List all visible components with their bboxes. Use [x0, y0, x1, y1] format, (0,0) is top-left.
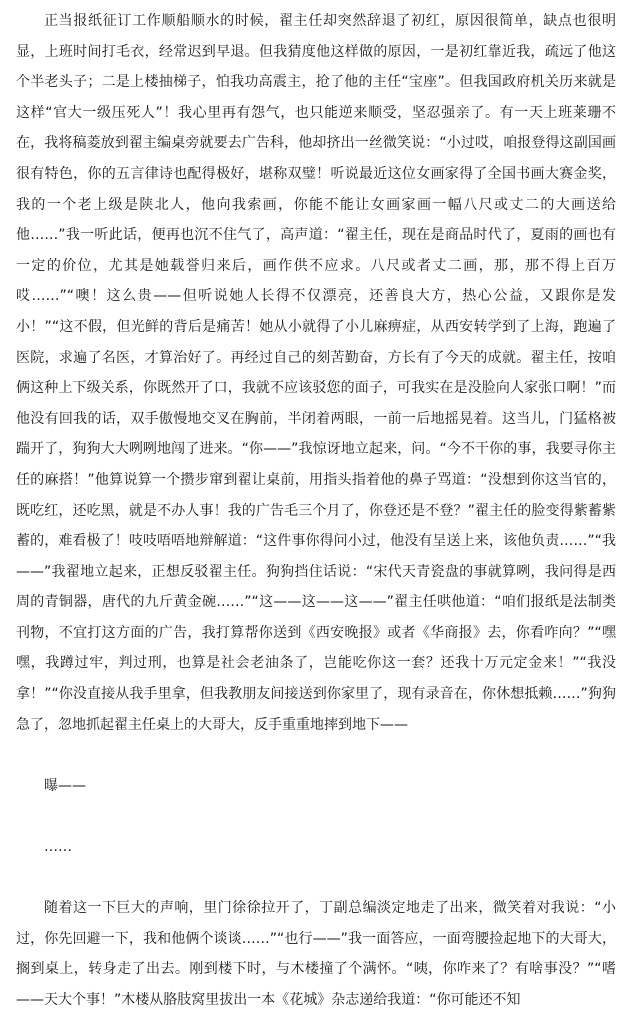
- onomatopoeia-line: 曝——: [44, 777, 86, 794]
- paragraph-gap: [16, 801, 616, 832]
- paragraph-gap: [16, 863, 616, 894]
- body-paragraph-1: 正当报纸征订工作顺船顺水的时候，翟主任却突然辞退了初红，原因很简单，缺点也很明显，上班时间打毛衣，经常迟到早退。但我猜度他这样做的原因，一是初红靠近我，疏远了他这个半老头子；二是上楼抽梯子，怕我功高震主，抢了他的主任“宝座”。但我国政府机关历来就是这样“官大一级压死人”！我心里再有怨气，也只能逆来顺受，坚忍强亲了。有一天上班莱珊不在，我将稿菱放到翟主编桌旁就要去广告科，他却挤出一丝微笑说：“小过哎，咱报登得这副国画很有特色，你的五言律诗也配得极好，堪称双璧！听说最近这位女画家得了全国书画大赛金奖，我的一个老上级是陕北人，他向我索画，你能不能让女画家画一幅八尺或丈二的大画送给他……”我一听此话，便再也沉不住气了，高声道：“翟主任，现在是商品时代了，夏雨的画也有一定的价位，尤其是她载誉归来后，画作供不应求。八尺或者丈二画，那，那不得上百万哎……”“噢！这么贵——但听说她人长得不仅漂亮，还善良大方，热心公益，又跟你是发小！”“这不假，但光鲜的背后是痛苦！她从小就得了小儿麻痹症，从西安转学到了上海，跑遍了医院，求遍了名医，才算治好了。再经过自己的刻苦勤奋，方长有了今天的成就。翟主任，按咱俩这种上下级关系，你既然开了口，我就不应该驳您的面子，可我实在是没脸向人家张口啊！”而他没有回我的话，双手傲慢地交叉在胸前，半闭着两眼，一前一后地摇晃着。这当儿，门猛格被踹开了，狗狗大大咧咧地闯了进来。“你——”我惊讶地立起来，问。“今不干你的事，我要寻你主任的麻搭！”他算说算一个攒步窜到翟让桌前，用指头指着他的鼻子骂道：“没想到你这当官的，既吃红，还吃黑，就是不办人事！我的广告毛三个月了，你登还是不登？”翟主任的脸变得紫蓄紫蓄的，难看极了！吱吱唔唔地辩解道：“这件事你得问小过，他没有呈送上来，该他负责……”“我——”我翟地立起来，正想反驳翟主任。狗狗挡住话说：“宋代天青瓷盘的事就算咧，我问得是西周的青铜器，唐代的九斤黄金碗……”“这——这——这——”翟主任哄他道：“咱们报纸是法制类刊物，不宜打这方面的广告，我打算帮你送到《西安晚报》或者《华商报》去，你看咋向？”“嘿嘿，我蹲过牢，判过刑，也算是社会老油条了，岂能吃你这一套？还我十万元定金来！”“我没拿！”“你没直接从我手里拿，但我教朋友间接送到你家里了，现有录音在，你休想抵赖……”狗狗急了，忽地抓起翟主任桌上的大哥大，反手重重地摔到地下——: [16, 13, 616, 733]
- body-paragraph-2: 随着这一下巨大的声响，里门徐徐拉开了，丁副总编淡定地走了出来，微笑着对我说：“小过，你先回避一下，我和他俩个谈谈……”“也行——”我一面答应，一面弯腰捡起地下的大哥大，搁到桌上，转身走了出去。刚到楼下时，与木楼撞了个满怀。“咦，你咋来了？有啥事没？”“嗜——天大个事！”木楼从胳肢窝里拔出一本《花城》杂志递给我道：“你可能还不知: [16, 900, 616, 1008]
- ellipsis-line: ……: [44, 839, 72, 856]
- paragraph-gap: [16, 740, 616, 771]
